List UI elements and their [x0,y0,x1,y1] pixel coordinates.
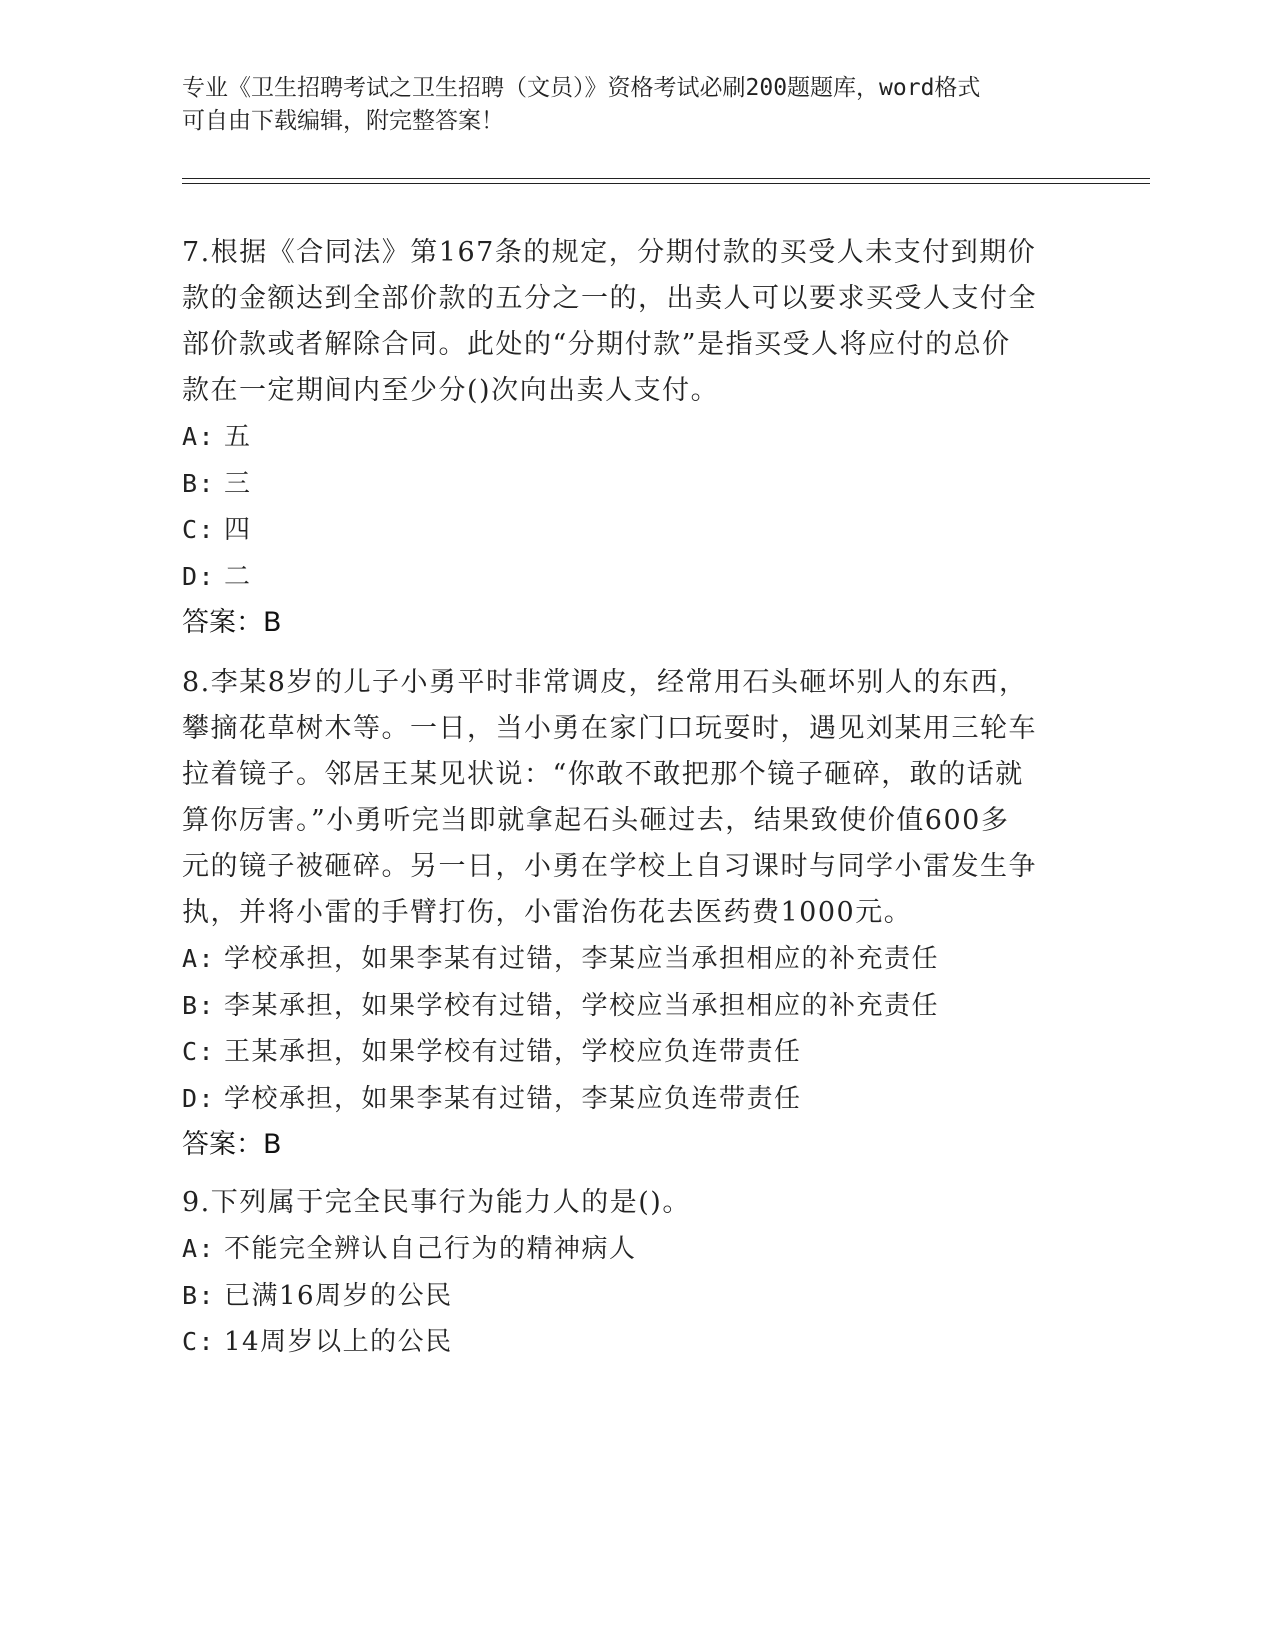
question-stem-line: 7.根据《合同法》第167条的规定，分期付款的买受人未支付到期价 [182,237,1037,268]
option-letter: C: [182,1327,216,1356]
header-line: 专业《卫生招聘考试之卫生招聘（文员）》资格考试必刷200题题库，word格式 [182,75,981,101]
answer-line: 答案：B [182,1129,282,1160]
option-letter: A: [182,422,216,451]
question-stem-line: 算你厉害。”小勇听完当即就拿起石头砸过去，结果致使价值600多 [182,805,1010,836]
option-text: 不能完全辨认自己行为的精神病人 [224,1234,637,1264]
option-b [182,461,1062,508]
option-c [182,1319,1062,1366]
question-stem-line: 攀摘花草树木等。一日，当小勇在家门口玩耍时，遇见刘某用三轮车 [182,713,1037,744]
option-letter: D: [182,561,216,591]
document-header [182,72,1062,138]
question-stem-line: 款在一定期间内至少分()次向出卖人支付。 [182,375,720,406]
question-stem-line: 部价款或者解除合同。此处的“分期付款”是指买受人将应付的总价 [182,329,1011,360]
option-text: 二 [224,561,252,592]
option-text: 李某承担，如果学校有过错，学校应当承担相应的补充责任 [224,990,940,1021]
answer-line: 答案：B [182,607,282,638]
option-letter: D: [182,1083,216,1113]
question-8 [182,660,1062,1168]
option-a [182,414,1062,461]
option-c [182,1029,1062,1076]
question-stem-line: 元的镜子被砸碎。另一日，小勇在学校上自习课时与同学小雷发生争 [182,851,1037,882]
option-text: 学校承担，如果李某有过错，李某应负连带责任 [224,1083,802,1114]
option-text: 三 [224,468,252,499]
option-a [182,936,1062,983]
option-letter: B: [182,990,216,1020]
header-line: 可自由下载编辑，附完整答案！ [182,108,504,134]
option-letter: A: [182,944,216,973]
option-b [182,983,1062,1030]
option-letter: B: [182,1280,216,1310]
question-7 [182,230,1062,646]
question-9 [182,1180,1062,1366]
option-d [182,554,1062,601]
question-stem-line: 9.下列属于完全民事行为能力人的是()。 [182,1187,691,1218]
option-letter: C: [182,1037,216,1066]
question-stem-line: 款的金额达到全部价款的五分之一的，出卖人可以要求买受人支付全 [182,283,1037,314]
question-stem-line: 执，并将小雷的手臂打伤，小雷治伤花去医药费1000元。 [182,897,913,928]
option-text: 王某承担，如果学校有过错，学校应负连带责任 [224,1037,802,1067]
option-b [182,1273,1062,1320]
header-divider-top [182,178,1150,179]
header-divider-bottom [182,183,1150,184]
option-text: 14周岁以上的公民 [224,1327,453,1357]
option-d [182,1076,1062,1123]
option-a [182,1226,1062,1273]
option-c [182,507,1062,554]
question-stem-line: 拉着镜子。邻居王某见状说：“你敢不敢把那个镜子砸碎，敢的话就 [182,759,1024,790]
option-letter: A: [182,1234,216,1263]
option-text: 学校承担，如果李某有过错，李某应当承担相应的补充责任 [224,944,940,974]
option-text: 五 [224,422,252,452]
question-stem-line: 8.李某8岁的儿子小勇平时非常调皮，经常用石头砸坏别人的东西， [182,667,1028,698]
option-letter: C: [182,515,216,544]
option-letter: B: [182,468,216,498]
option-text: 四 [224,515,252,545]
option-text: 已满16周岁的公民 [224,1280,453,1311]
